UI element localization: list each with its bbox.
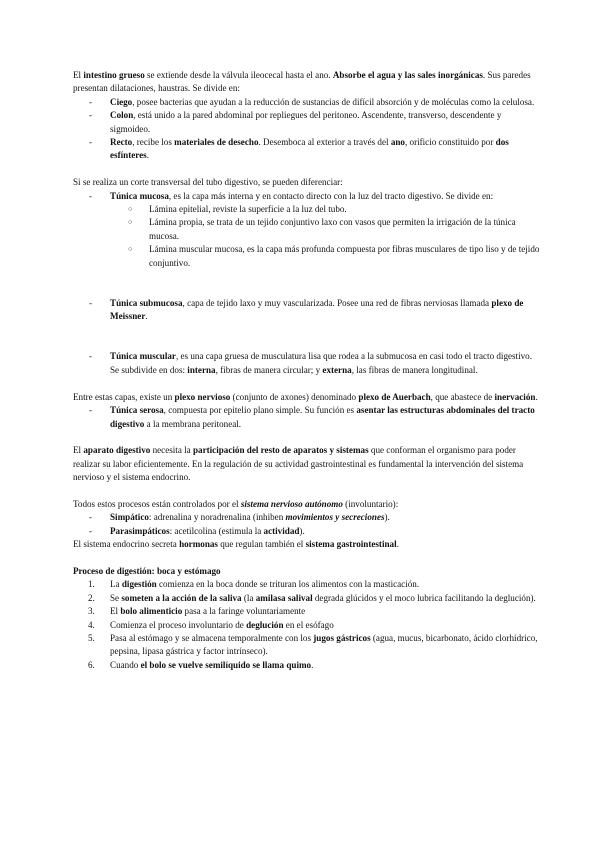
term: asentar las estructuras abdominales del tracto digestivo [110, 405, 535, 429]
term: plexo de Meissner [110, 297, 524, 322]
text: degrada glúcidos y el moco lubrica facilitando la deglución). [312, 592, 536, 603]
step-number: 2. [88, 592, 95, 603]
step-number: 1. [88, 579, 95, 590]
text: . [535, 391, 538, 402]
list-item-step [73, 659, 543, 672]
nervous-list [73, 511, 543, 538]
text: (conjunto de axones) denominado [230, 391, 359, 402]
list-item-submucosa [73, 297, 543, 324]
term: amilasa salival [255, 592, 313, 603]
text: , compuesta por epitelio plano simple. Su función es [163, 405, 357, 416]
intestine-parts-list [73, 96, 543, 163]
digestive-system-paragraph [73, 444, 543, 484]
text: (la [241, 592, 256, 603]
highlight-absorbe: Absorbe el agua y las sales inorgánicas [332, 70, 483, 80]
term: hormonas [179, 539, 218, 550]
text: El sistema endocrino secreta [73, 539, 180, 550]
sublist-item: ○ Lámina muscular mucosa, es la capa más profunda compuesta por fibras musculares de tipo liso y de tejido conjuntivo. [73, 243, 543, 270]
tunica-mucosa-list [73, 190, 543, 203]
term: participación del resto de aparatos y sistemas [192, 445, 369, 456]
endocrine-paragraph [73, 538, 543, 551]
list-item-step [73, 619, 543, 632]
tunica-serosa-list [73, 404, 543, 431]
term: sistema nervioso autónomo [240, 498, 343, 509]
text: : acetilcolina (estimula la [169, 525, 264, 536]
term: deglución [246, 619, 284, 630]
text: comienza en la boca donde se trituran los alimentos con la masticación. [156, 579, 420, 590]
text: El [110, 606, 121, 617]
text: Comienza el proceso involuntario de [110, 619, 247, 630]
autonomic-paragraph [73, 498, 543, 511]
term: Túnica muscular [110, 351, 176, 362]
text: , fibras de manera circular; y [215, 364, 323, 375]
text: Cuando [110, 659, 141, 670]
text: La [110, 579, 122, 590]
step-number: 4. [88, 619, 95, 630]
text: , las fibras de manera longitudinal. [351, 364, 478, 375]
term: Ciego [110, 96, 133, 107]
text: . [145, 311, 148, 322]
step-number: 3. [88, 606, 95, 617]
term: inervación [494, 391, 536, 402]
term: el bolo se vuelve semilíquido se llama quimo [140, 659, 312, 670]
text: ). [384, 512, 390, 523]
text: El [73, 445, 84, 456]
text: , está unido a la pared abdominal por repliegues del peritoneo. Ascendente, transverso, descendente y sigmoideo. [110, 110, 502, 134]
text: pasa a la faringe voluntariamente [182, 606, 306, 617]
list-item-step [73, 578, 543, 591]
step-number: 5. [88, 632, 95, 643]
text: en el esófago [283, 619, 334, 630]
term: Parasimpáticos [110, 525, 170, 536]
step-number: 6. [88, 659, 95, 670]
term: Recto [110, 137, 133, 148]
text: (involuntario): [342, 498, 399, 509]
list-item-step [73, 592, 543, 605]
list-item-parasimpaticos [73, 525, 543, 538]
text: , que abastece de [430, 391, 495, 402]
term: materiales de desecho [174, 137, 259, 148]
term: movimientos y secreciones [285, 512, 385, 523]
term: ano [390, 137, 405, 148]
text: ). [299, 525, 305, 536]
text: Entre estas capas, existe un [73, 391, 175, 402]
term: jugos gástricos [313, 632, 371, 643]
text: , es una capa gruesa de musculatura lisa que rodea a la submucosa en casi todo el tracto digestivo. Se subdivide en dos: [110, 351, 532, 375]
text: Pasa al estómago y se almacena temporalmente con los [110, 632, 314, 643]
text: El [73, 70, 84, 80]
term: interna [187, 364, 216, 375]
list-item-ciego [73, 96, 543, 109]
term: actividad [263, 525, 300, 536]
term-intestino-grueso: intestino grueso [83, 70, 145, 80]
text: . [311, 659, 314, 670]
term: someten a la acción de la saliva [121, 592, 242, 603]
document-page [73, 69, 543, 672]
text: que conforman el organismo para poder realizar su labor eficientemente. En la regulación de su actividad gastrointestinal es fundamental la intervención del sistema nervioso y el sistema endocrino. [73, 445, 524, 483]
list-item-step [73, 605, 543, 618]
text: Todos estos procesos están controlados por el [73, 498, 241, 509]
list-item-recto [73, 136, 543, 163]
term: sistema gastrointestinal [305, 539, 397, 550]
intro-paragraph [73, 69, 543, 96]
text: . [396, 539, 399, 550]
list-item-step [73, 632, 543, 659]
text: . Desemboca al exterior a través del [258, 137, 391, 148]
tunica-muscular-list [73, 350, 543, 377]
sublist-item: ○ Lámina propia, se trata de un tejido conjuntivo laxo con vasos que permiten la irrigación de la túnica mucosa. [73, 216, 543, 243]
text: Se [110, 592, 122, 603]
term: Túnica serosa [110, 405, 164, 416]
text: (agua, mucus, bicarbonato, ácido clorhídrico, pepsina, lipasa gástrica y factor intrínseco). [110, 632, 538, 657]
term: Túnica submucosa [110, 297, 183, 308]
list-item-muscular [73, 350, 543, 377]
list-item-colon [73, 109, 543, 136]
heading: Proceso de digestión: boca y estómago [73, 565, 221, 576]
text: . Sus paredes presentan dilataciones, haustras. Se divide en: [73, 70, 531, 94]
text: , orificio constituido por [404, 137, 496, 148]
list-item-simpatico [73, 511, 543, 524]
term: Colon [110, 110, 134, 121]
text: , es la capa más interna y en contacto directo con la luz del tracto digestivo. Se divide en: [168, 190, 494, 201]
text: . [146, 150, 149, 161]
section-title [73, 565, 543, 578]
text: a la membrana peritoneal. [144, 418, 242, 429]
mucosa-sublist [73, 203, 543, 270]
sublist-item: ○ Lámina epitelial, reviste la superficie a la luz del tubo. [73, 203, 543, 216]
term: externa [322, 364, 352, 375]
term: Túnica mucosa [110, 190, 169, 201]
list-item-serosa [73, 404, 543, 431]
text: : adrenalina y noradrenalina (inhiben [148, 512, 286, 523]
term: dos esfínteres [110, 137, 509, 161]
tunica-submucosa-list [73, 297, 543, 324]
plexus-paragraph [73, 391, 543, 404]
process-steps-list [73, 578, 543, 672]
text: necesita la [150, 445, 193, 456]
text: , capa de tejido laxo y muy vascularizada. Posee una red de fibras nerviosas llamada [182, 297, 492, 308]
term: plexo de Auerbach [358, 391, 431, 402]
term: plexo nervioso [174, 391, 231, 402]
term: Simpático [110, 512, 149, 523]
cross-section-paragraph: Si se realiza un corte transversal del tubo digestivo, se pueden diferenciar: [73, 177, 343, 188]
text: , recibe los [132, 137, 175, 148]
term: bolo alimenticio [120, 606, 183, 617]
term: digestión [121, 579, 157, 590]
text: , posee bacterias que ayudan a la reducción de sustancias de difícil absorción y de moléculas como la celulosa. [132, 96, 535, 107]
term: aparato digestivo [83, 445, 151, 456]
text: se extiende desde la válvula ileocecal hasta el ano. [144, 70, 333, 80]
text: que regulan también el [217, 539, 306, 550]
list-item-mucosa [73, 190, 543, 203]
